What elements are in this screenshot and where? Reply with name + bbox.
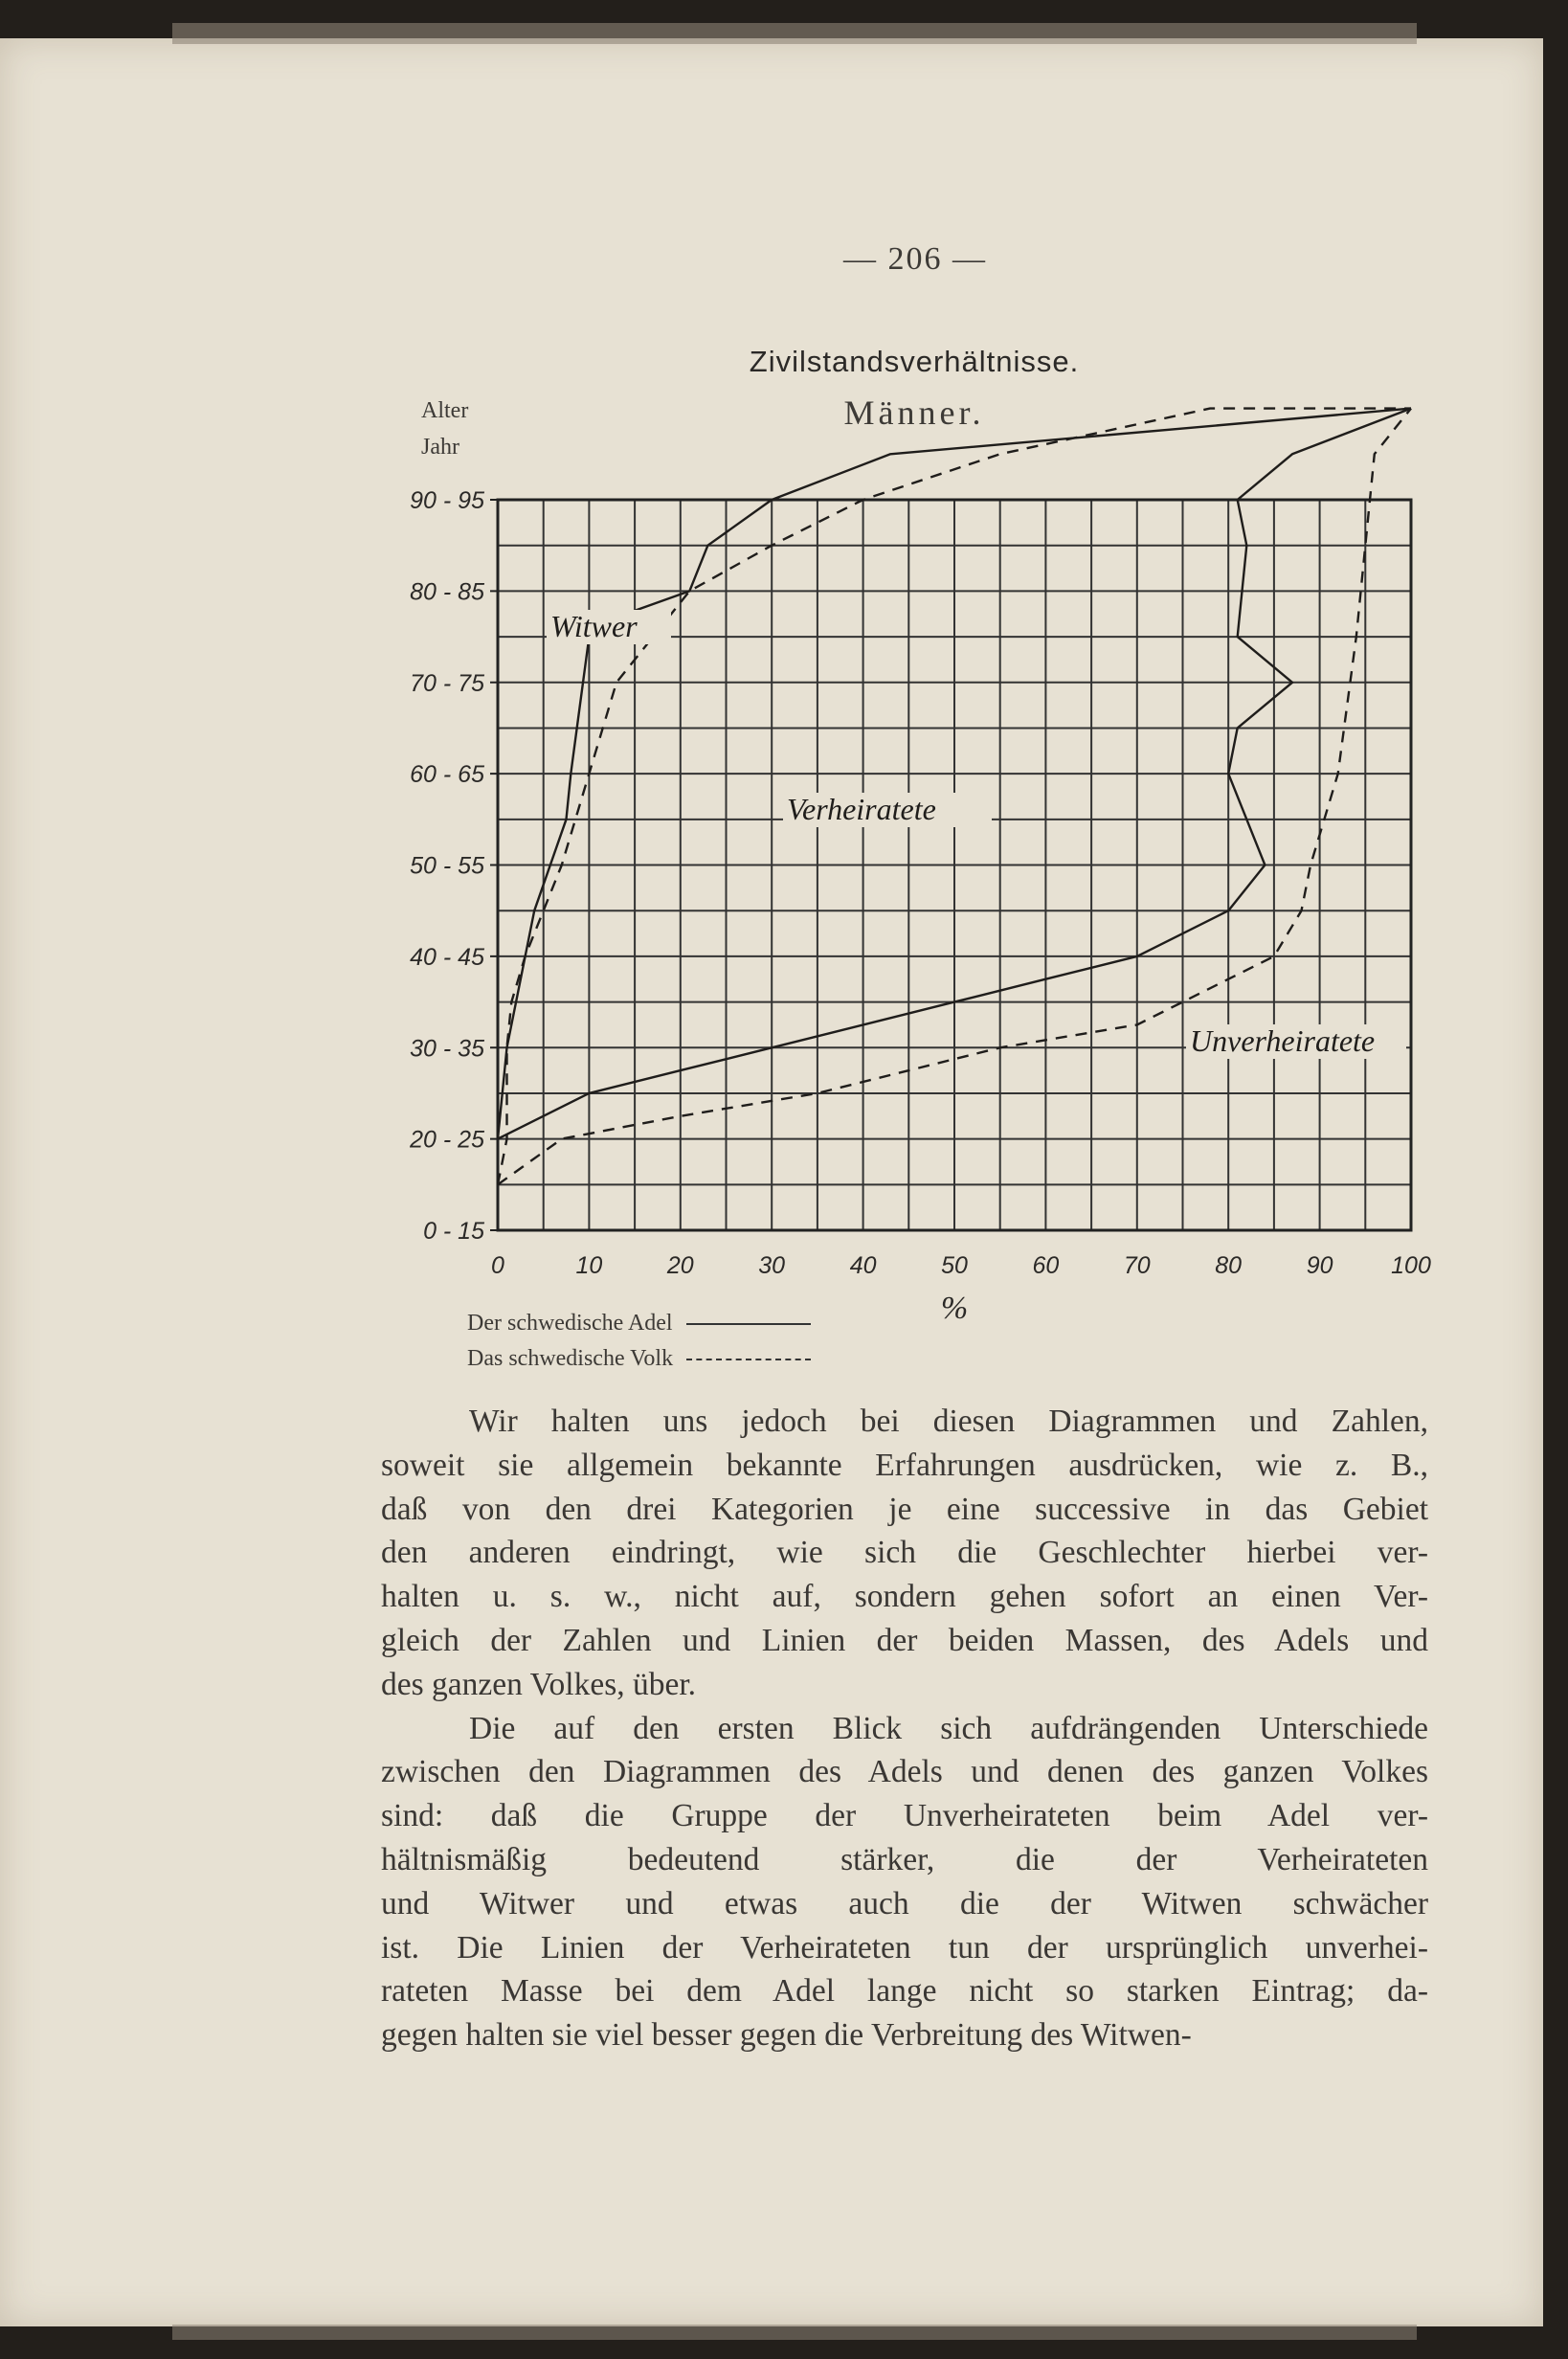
legend-label-adel: Der schwedische Adel: [467, 1311, 673, 1336]
legend-item-volk: [467, 1341, 811, 1377]
paragraph-2: [381, 1707, 1428, 2057]
y-tick-label: 0 - 15: [423, 1218, 484, 1245]
x-tick-label: 60: [1032, 1252, 1060, 1279]
page-number: — 206 —: [843, 241, 987, 277]
text-line: zwischen den Diagrammen des Adels und denen des ganzen Volkes: [381, 1754, 1428, 1790]
y-axis-label-line2: Jahr: [421, 435, 459, 460]
x-axis-unit: %: [940, 1291, 969, 1326]
y-tick-label: 40 - 45: [410, 943, 484, 971]
legend-label-volk: Das schwedische Volk: [467, 1346, 674, 1371]
text-line: und Witwer und etwas auch die der Witwen schwächer: [381, 1885, 1428, 1921]
x-tick-label: 0: [491, 1252, 504, 1279]
text-line: hältnismäßig bedeutend stärker, die der Verheirateten: [381, 1841, 1428, 1877]
x-tick-label: 50: [941, 1252, 968, 1279]
x-tick-label: 80: [1215, 1252, 1243, 1279]
curve-label: Verheiratete: [787, 792, 936, 826]
x-tick-label: 40: [849, 1252, 877, 1279]
text-line: sind: daß die Gruppe der Unverheirateten beim Adel ver-: [381, 1798, 1428, 1834]
page-bottom-edge: [172, 2325, 1417, 2340]
legend-solid-line: [686, 1323, 811, 1325]
y-tick-label: 70 - 75: [410, 669, 484, 697]
text-line: den anderen eindringt, wie sich die Geschlechter hierbei ver-: [381, 1535, 1428, 1571]
x-tick-label: 10: [575, 1252, 603, 1279]
curve-label: Witwer: [550, 609, 638, 643]
figure-subtitle: Männer.: [843, 393, 985, 432]
x-tick-label: 90: [1306, 1252, 1333, 1279]
curve-label: Unverheiratete: [1190, 1023, 1376, 1058]
paragraph-1: [381, 1400, 1428, 1707]
y-tick-label: 80 - 85: [410, 578, 484, 606]
text-line: daß von den drei Kategorien je eine successive in das Gebiet: [381, 1491, 1428, 1527]
y-tick-label: 30 - 35: [410, 1035, 484, 1063]
text-line: soweit sie allgemein bekannte Erfahrungen ausdrücken, wie z. B.,: [381, 1447, 1428, 1483]
y-tick-label: 60 - 65: [410, 761, 484, 789]
y-tick-label: 20 - 25: [410, 1126, 484, 1154]
body-text: [381, 1400, 1428, 2057]
legend-item-adel: [467, 1306, 811, 1341]
y-tick-label: 50 - 55: [410, 852, 484, 880]
legend-dashed-line: [686, 1359, 811, 1360]
figure-title: Zivilstandsverhältnisse.: [749, 345, 1080, 378]
text-line: rateten Masse bei dem Adel lange nicht so starken Eintrag; da-: [381, 1973, 1428, 2010]
text-line: Wir halten uns jedoch bei diesen Diagrammen und Zahlen,: [469, 1404, 1428, 1439]
legend: [467, 1306, 811, 1377]
x-tick-label: 70: [1123, 1252, 1151, 1279]
text-line: gegen halten sie viel besser gegen die Verbreitung des Witwen-: [381, 2017, 1192, 2054]
x-tick-label: 30: [758, 1252, 786, 1279]
y-tick-label: 90 - 95: [410, 487, 484, 514]
x-tick-label: 100: [1391, 1252, 1431, 1279]
x-tick-label: 20: [666, 1252, 694, 1279]
y-axis-label-line1: Alter: [421, 398, 469, 423]
text-line: des ganzen Volkes, über.: [381, 1666, 697, 1702]
text-line: halten u. s. w., nicht auf, sondern gehen sofort an einen Ver-: [381, 1579, 1428, 1615]
text-line: gleich der Zahlen und Linien der beiden Massen, des Adels und: [381, 1622, 1428, 1658]
text-line: ist. Die Linien der Verheirateten tun der ursprünglich unverhei-: [381, 1929, 1428, 1966]
text-line: Die auf den ersten Blick sich aufdrängenden Unterschiede: [469, 1710, 1428, 1746]
